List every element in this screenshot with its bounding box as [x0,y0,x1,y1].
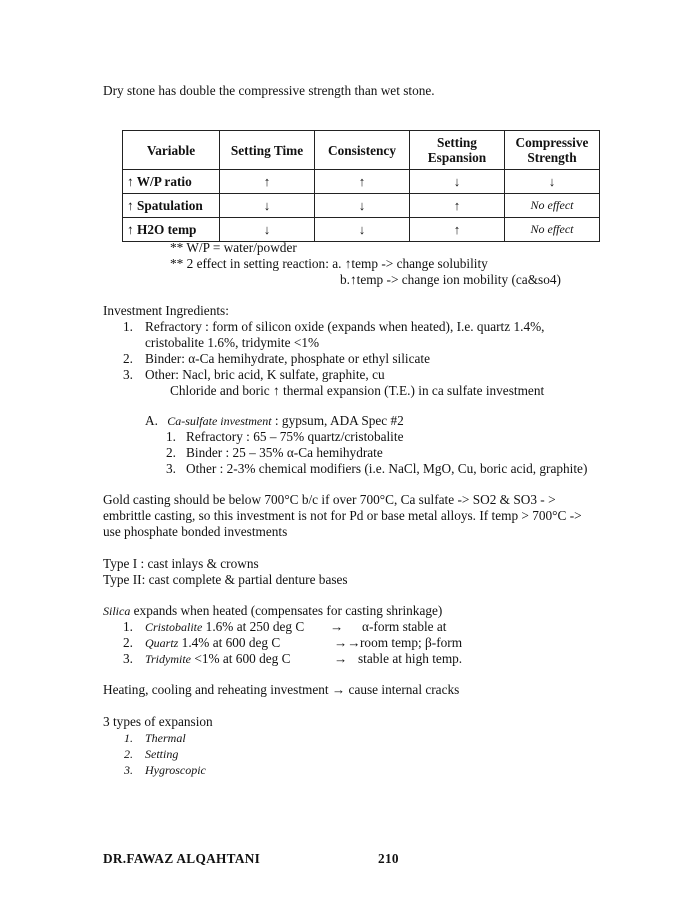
page-number: 210 [378,851,399,866]
arrow-right-icon: → [330,619,344,634]
silica-result: α-form stable at [362,619,447,634]
list-item: Other: Nacl, bric acid, K sulfate, graphite, cu [145,367,385,382]
silica-result: stable at high temp. [358,651,463,666]
silica-item [145,635,280,651]
list-item: Refractory : form of silicon oxide (expands when heated), I.e. quartz 1.4%, [145,319,545,334]
table-row [123,194,600,218]
note-ion-mobility: b.↑temp -> change ion mobility (ca&so4) [340,272,561,287]
down-arrow-icon: ↓ [410,170,505,194]
heating-text: Heating, cooling and reheating investment → cause internal cracks [103,682,460,697]
silica-word: Silica [103,604,131,618]
list-item: cristobalite 1.6%, tridymite <1% [145,335,320,350]
sub-heading [145,413,404,429]
silica-rest: expands when heated (compensates for casting shrinkage) [130,603,443,618]
down-arrow-icon: ↓ [220,194,315,218]
up-arrow-icon: ↑ [315,170,410,194]
list-number: 3. [124,763,133,777]
row-label: ↑ W/P ratio [123,170,220,194]
list-number: 3. [166,461,176,476]
list-number: 2. [123,635,133,650]
list-number: 2. [166,445,176,460]
list-number: 2. [124,747,133,761]
table-header-row [123,131,600,170]
list-item: Binder : 25 – 35% α-Ca hemihydrate [186,445,383,460]
sub-label: A. [145,413,158,428]
list-number: 2. [123,351,133,366]
footer-author: DR.FAWAZ ALQAHTANI [103,851,261,866]
sub-title-rest: : gypsum, ADA Spec #2 [271,413,404,428]
row-label: ↑ H2O temp [123,218,220,242]
header-setting-time: Setting Time [220,131,315,170]
down-arrow-icon: ↓ [505,170,600,194]
silica-item [145,619,304,635]
arrow-right-icon: →→ [334,635,361,650]
list-item: Binder: α-Ca hemihydrate, phosphate or ethyl silicate [145,351,431,366]
silica-form-detail: <1% at 600 deg C [191,651,291,666]
row-label: ↑ Spatulation [123,194,220,218]
list-number: 1. [123,319,133,334]
note-wp: ** W/P = water/powder [170,240,297,255]
list-number: 3. [123,367,133,382]
silica-heading [103,603,442,619]
down-arrow-icon: ↓ [315,194,410,218]
sub-title: Ca-sulfate investment [167,414,272,428]
list-number: 1. [124,731,133,745]
list-item: Hygroscopic [145,763,206,777]
note-setting-effect: ** 2 effect in setting reaction: a. ↑temp -> change solubility [170,256,488,271]
gold-line-1: Gold casting should be below 700°C b/c if over 700°C, Ca sulfate -> SO2 & SO3 - > [103,492,556,507]
silica-form-detail: 1.4% at 600 deg C [178,635,281,650]
cell-value: No effect [505,194,600,218]
gold-line-2: embrittle casting, so this investment is not for Pd or base metal alloys. If temp > 700°C -> [103,508,582,523]
down-arrow-icon: ↓ [315,218,410,242]
list-item: Thermal [145,731,186,745]
list-number: 3. [123,651,133,666]
header-setting-expansion: Setting Espansion [410,131,505,170]
header-consistency: Consistency [315,131,410,170]
silica-form-name: Quartz [145,636,179,650]
arrow-right-icon: → [334,651,348,666]
list-item: Setting [145,747,179,761]
table-row [123,170,600,194]
list-item: Other : 2-3% chemical modifiers (i.e. NaCl, MgO, Cu, boric acid, graphite) [186,461,588,476]
type-2: Type II: cast complete & partial denture bases [103,572,348,587]
list-number: 1. [123,619,133,634]
cell-value: No effect [505,218,600,242]
silica-form-name: Cristobalite [145,620,203,634]
gold-line-3: use phosphate bonded investments [103,524,288,539]
type-1: Type I : cast inlays & crowns [103,556,259,571]
header-variable: Variable [123,131,220,170]
list-item: Chloride and boric ↑ thermal expansion (T.E.) in ca sulfate investment [170,383,545,398]
up-arrow-icon: ↑ [410,218,505,242]
expansion-heading: 3 types of expansion [103,714,213,729]
up-arrow-icon: ↑ [410,194,505,218]
silica-item [145,651,290,667]
properties-table [122,130,600,242]
table-row [123,218,600,242]
investment-heading: Investment Ingredients: [103,303,229,318]
silica-form-name: Tridymite [145,652,192,666]
list-number: 1. [166,429,176,444]
silica-result: room temp; β-form [360,635,463,650]
up-arrow-icon: ↑ [220,170,315,194]
list-item: Refractory : 65 – 75% quartz/cristobalite [186,429,404,444]
silica-form-detail: 1.6% at 250 deg C [202,619,305,634]
intro-text: Dry stone has double the compressive strength than wet stone. [103,83,435,98]
header-compressive-strength: Compressive Strength [505,131,600,170]
down-arrow-icon: ↓ [220,218,315,242]
